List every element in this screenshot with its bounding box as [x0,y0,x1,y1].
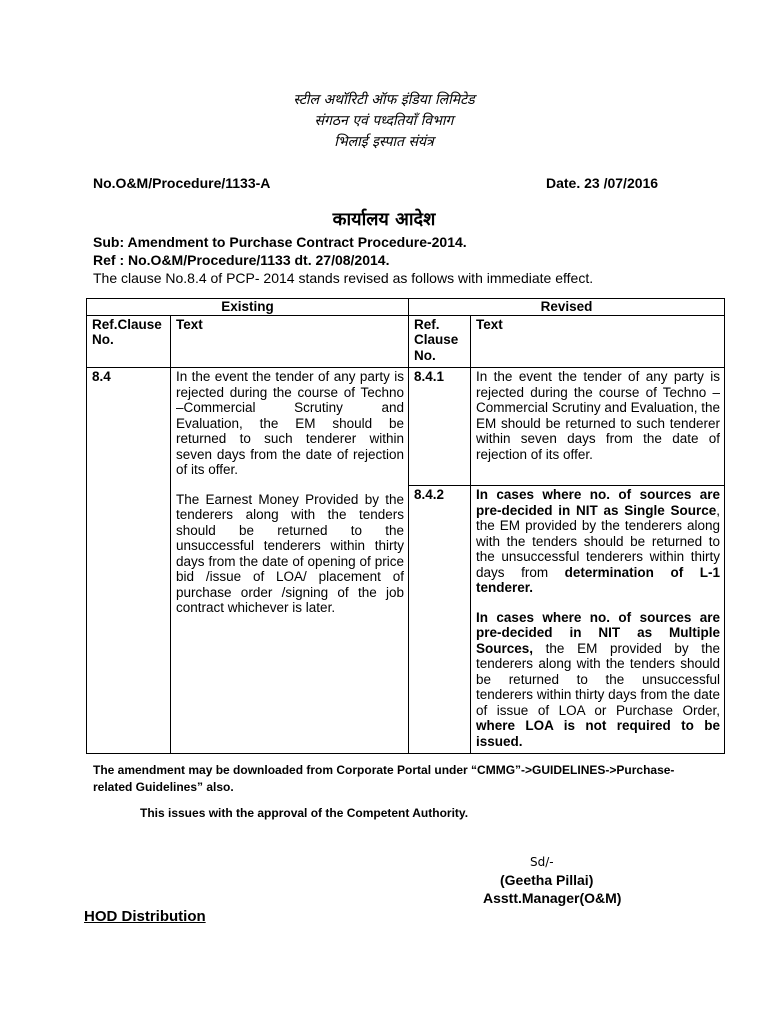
existing-header: Existing [87,299,409,316]
existing-clause-ref: 8.4 [87,368,171,754]
subject-line: Sub: Amendment to Purchase Contract Procedure-2014. [93,234,467,250]
multiple-sources-bold: In cases where no. of sources are pre-decided in NIT as Multiple Sources, [476,609,721,656]
reference-line: Ref : No.O&M/Procedure/1133 dt. 27/08/2014. [93,252,390,268]
single-source-text: , the EM provided by the tenderers along with the tenders should be returned to the unsuccessful tenderers within thirty days from [476,502,721,580]
multiple-sources-text: the EM provided by the tenderers along with the tenders should be returned to the unsuccessful tenderers within thirty days from the date of issue of LOA or Purchase Order, [476,640,721,718]
existing-clause-text [171,368,409,754]
multiple-sources-loa-bold: where LOA is not required to be issued. [476,718,721,749]
existing-para-1: In the event the tender of any party is rejected during the course of Techno –Commercial Scrutiny and Evaluation, the EM should be returned to such tenderer within seven days from the date of rejection of its offer. [176,369,405,477]
existing-text-column-header: Text [171,315,409,368]
approval-line: This issues with the approval of the Competent Authority. [140,806,469,820]
signatory-designation: Asstt.Manager(O&M) [483,890,622,906]
amendment-table [86,298,725,754]
reference-number: No.O&M/Procedure/1133-A [93,175,271,191]
revised-clause-ref-1: 8.4.1 [409,368,471,486]
org-name-hindi: स्टील अथॉरिटी ऑफ इंडिया लिमिटेड [293,92,475,108]
revised-ref-column-header: Ref. Clause No. [409,315,471,368]
existing-para-2: The Earnest Money Provided by the tenderers along with the tenders should be returned to the unsuccessful tenderers within thirty days from the date of opening of price bid /issue of LOA/ placement of purchase order /signing of the job contract whichever is later. [176,491,405,615]
intro-line: The clause No.8.4 of PCP- 2014 stands revised as follows with immediate effect. [93,270,594,286]
revised-clause-text-2 [471,486,725,754]
signatory-name: (Geetha Pillai) [500,872,594,888]
signature-sd: Sd/- [530,855,554,869]
order-title: कार्यालय आदेश [332,209,436,230]
revised-clause-ref-2: 8.4.2 [409,486,471,754]
hod-distribution: HOD Distribution [84,908,206,925]
order-date: Date. 23 /07/2016 [546,175,659,191]
single-source-l1-bold: determination of L-1 tenderer. [476,564,720,595]
revised-header: Revised [409,299,725,316]
revised-para-multiple-sources [476,610,720,750]
download-note: The amendment may be downloaded from Corporate Portal under “CMMG”->GUIDELINES->Purchase-related Guidelines” also. [93,763,675,794]
revised-para-single-source [476,487,720,596]
revised-clause-text-1: In the event the tender of any party is rejected during the course of Techno –Commercial Scrutiny and Evaluation, the EM should be returned to such tenderer within seven days from the date of rejection of its offer. [471,368,725,486]
revised-text-column-header: Text [471,315,725,368]
single-source-bold: In cases where no. of sources are pre-decided in NIT as Single Source [476,487,721,518]
department-name-hindi: संगठन एवं पध्दतियाँ विभाग [314,113,454,129]
plant-name-hindi: भिलाई इस्पात संयंत्र [334,134,434,150]
existing-ref-column-header: Ref.Clause No. [87,315,171,368]
